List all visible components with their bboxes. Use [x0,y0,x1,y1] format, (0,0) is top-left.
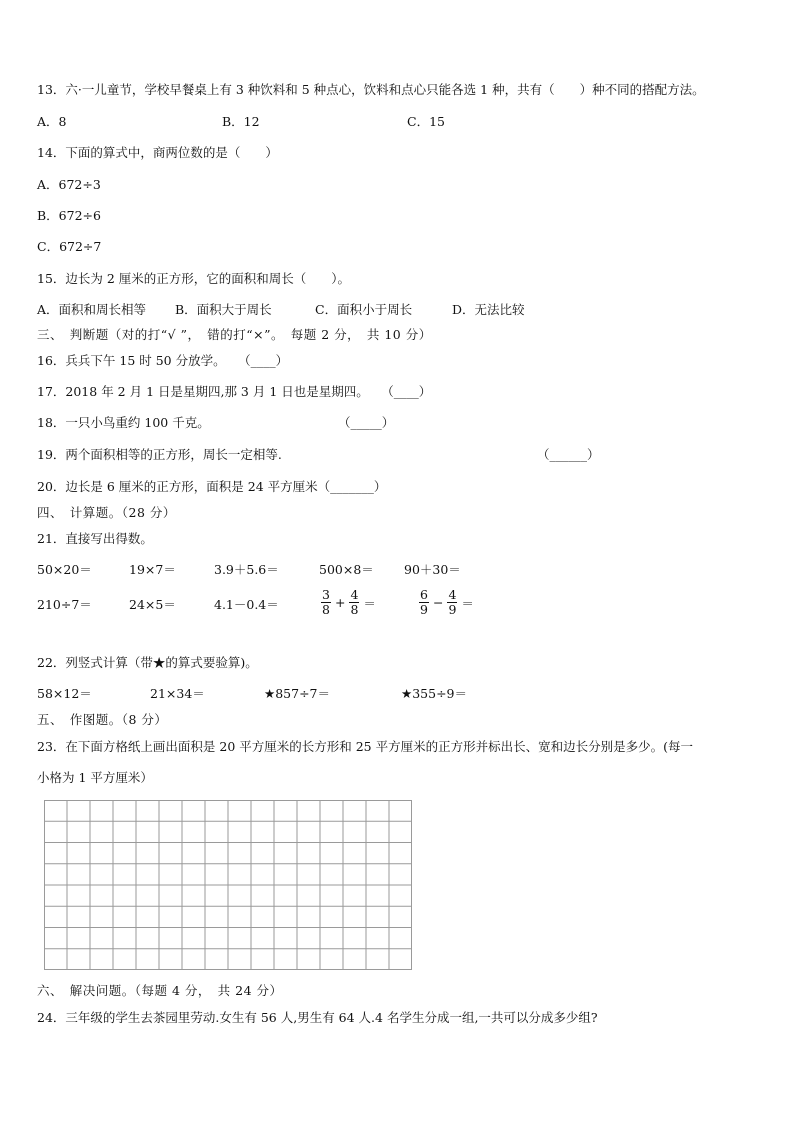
operator: − [432,595,444,610]
option-a: A．8 [37,114,67,129]
numerator: 6 [420,587,428,602]
equals-sign: ＝ [363,595,376,611]
section-heading-4: 四、 计算题。（28 分） [37,505,176,520]
section-heading-3: 三、 判断题（对的打“√ ”， 错的打“×”。 每题 2 分， 共 10 分） [37,327,432,342]
calc-item: 3.9＋5.6＝ [214,562,279,577]
question-17: 17．2018 年 2 月 1 日是星期四,那 3 月 1 日也是星期四。 （____） [37,384,432,399]
option-c: C．面积小于周长 [315,302,413,317]
calc-item: 210÷7＝ [37,597,92,612]
fraction-expression [320,588,379,617]
option-a: A．面积和周长相等 [37,302,147,317]
option-c: C．15 [407,114,445,129]
question-16: 16．兵兵下午 15 时 50 分放学。 （____） [37,353,289,368]
calc-item: 500×8＝ [319,562,374,577]
numerator: 4 [350,587,359,602]
calc-item: 19×7＝ [129,562,176,577]
denominator: 8 [350,602,359,617]
vertical-calc-item: 21×34＝ [150,686,205,701]
answer-blank: （_____） [338,415,395,430]
calc-item: 90＋30＝ [404,562,461,577]
option-b: B．672÷6 [37,208,101,223]
question-19: 19．两个面积相等的正方形，周长一定相等. [37,447,282,462]
section-heading-6: 六、 解决问题。（每题 4 分， 共 24 分） [37,983,283,998]
question-13: 13．六·一儿童节，学校早餐桌上有 3 种饮料和 5 种点心，饮料和点心只能各选 1 种，共有（ ）种不同的搭配方法。 [37,82,705,97]
denominator: 8 [322,602,330,617]
denominator: 9 [448,602,457,617]
fraction-expression [418,588,477,617]
question-22: 22．列竖式计算（带★的算式要验算)。 [37,655,258,670]
question-20: 20．边长是 6 厘米的正方形，面积是 24 平方厘米（_______） [37,479,387,494]
vertical-calc-item: 58×12＝ [37,686,92,701]
option-b: B．面积大于周长 [175,302,272,317]
question-18: 18．一只小鸟重约 100 千克。 [37,415,210,430]
option-c: C．672÷7 [37,239,102,254]
option-d: D．无法比较 [452,302,525,317]
operator: + [334,595,346,610]
question-14: 14．下面的算式中，商两位数的是（ ） [37,145,278,160]
question-23: 23．在下面方格纸上画出面积是 20 平方厘米的长方形和 25 平方厘米的正方形并标出长、宽和边长分别是多少。(每一 [37,739,693,754]
numerator: 4 [448,587,457,602]
vertical-calc-item: ★355÷9＝ [401,686,467,701]
square-grid-paper[interactable] [44,800,412,970]
question-23-continued: 小格为 1 平方厘米） [37,770,153,785]
option-b: B．12 [222,114,260,129]
calc-item: 24×5＝ [129,597,176,612]
vertical-calc-item: ★857÷7＝ [264,686,330,701]
calc-item: 4.1－0.4＝ [214,597,279,612]
denominator: 9 [420,602,428,617]
question-21: 21．直接写出得数。 [37,531,153,546]
equals-sign: ＝ [461,595,474,611]
section-heading-5: 五、 作图题。（8 分） [37,712,168,727]
numerator: 3 [322,587,330,602]
answer-blank: （______） [537,447,600,462]
question-24: 24．三年级的学生去茶园里劳动.女生有 56 人,男生有 64 人.4 名学生分成一组,一共可以分成多少组? [37,1010,598,1025]
calc-item: 50×20＝ [37,562,92,577]
question-15: 15．边长为 2 厘米的正方形，它的面积和周长（ ）。 [37,271,351,286]
option-a: A．672÷3 [37,177,101,192]
